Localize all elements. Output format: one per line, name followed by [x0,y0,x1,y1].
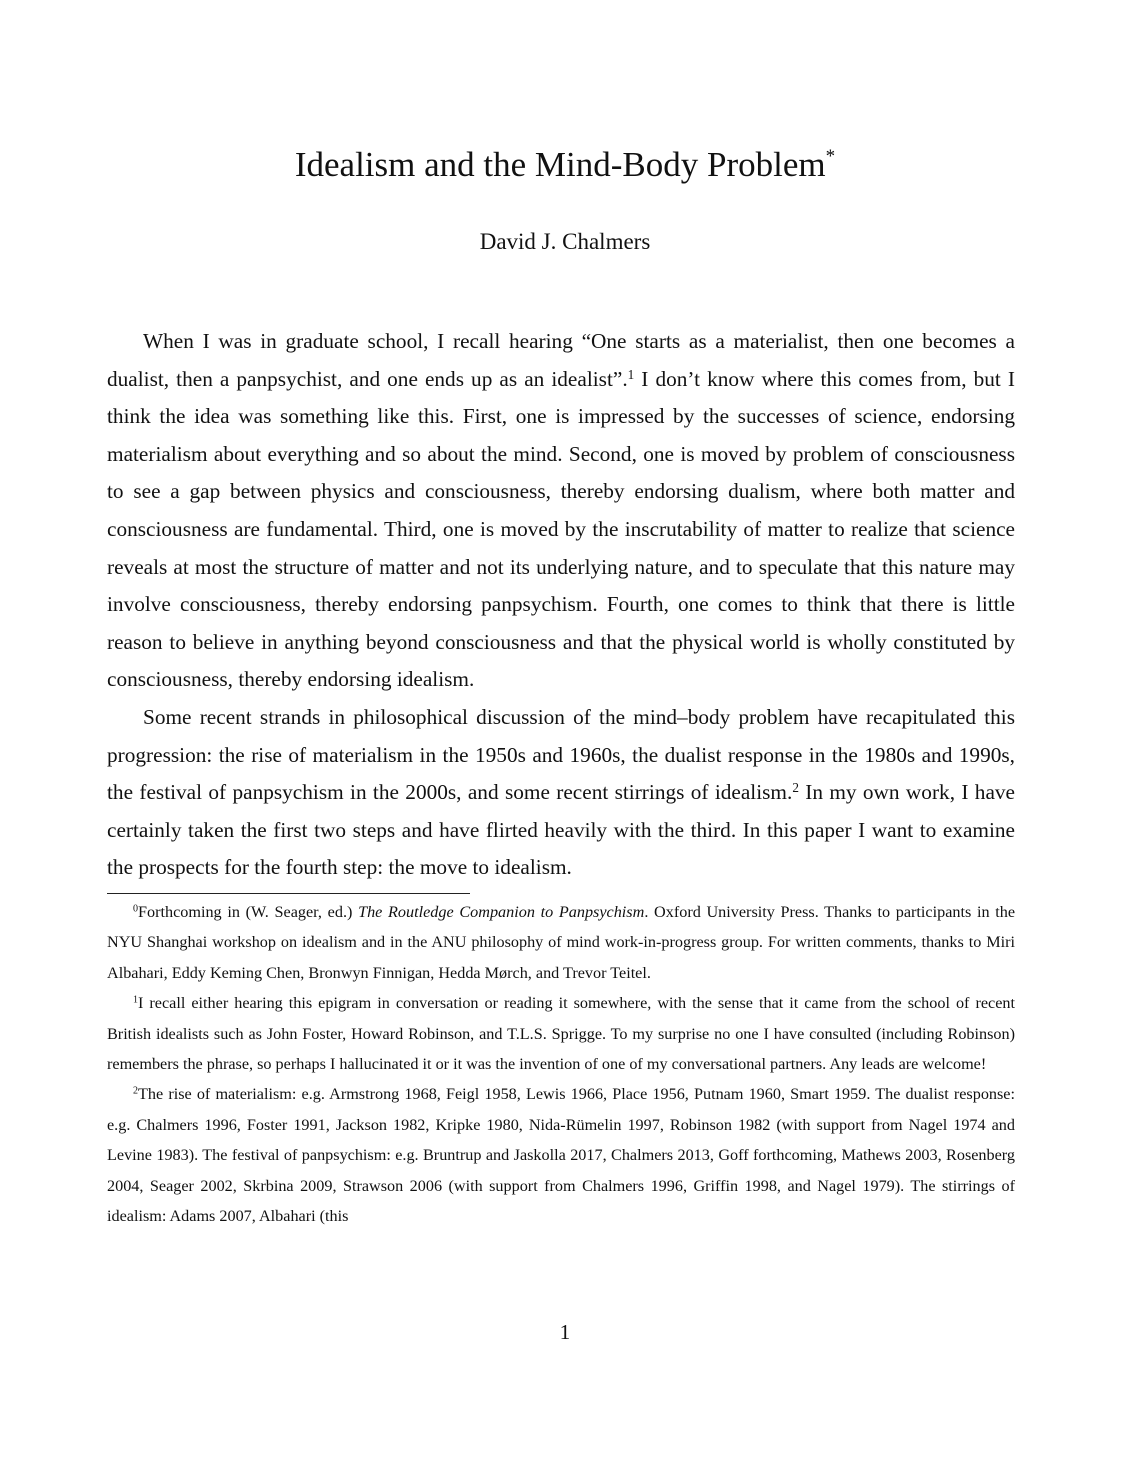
footnote-text: Forthcoming in (W. Seager, ed.) [138,903,359,921]
footnote-reference: 1 [627,366,635,382]
paper-title-text: Idealism and the Mind-Body Problem [294,145,826,184]
footnote-reference: 2 [792,779,799,795]
footnotes-section [107,897,1015,1231]
footnote-text: I recall either hearing this epigram in conversation or reading it somewhere, with the sense that it came from the school of recent British idealists such as John Foster, Howard Robinson, and T.L.S. Sprigge. To my surprise no one I have consulted (including Robinson) remembers the phrase, so perhaps I hallucinated it or it was the invention of one of my conversational partners. Any leads are welcome! [107,994,1015,1074]
body-paragraph-2 [107,699,1015,887]
footnote-number: 2 [133,1085,139,1097]
footnote-number: 1 [133,994,139,1006]
paragraph-text: In my own work, I have certainly taken the first two steps and have flirted heavily with the third. In this paper I want to examine the prospects for the fourth step: the move to idealism. [107,780,1016,880]
paper-title [0,143,1130,187]
author-name: David J. Chalmers [479,229,651,254]
footnote-1 [107,988,1015,1079]
body-paragraph-1 [107,323,1015,699]
footnote-text: . Oxford University Press. Thanks to participants in the NYU Shanghai workshop on idealism and in the ANU philosophy of mind work-in-progress group. For written comments, thanks to Miri Albahari, Eddy Keming Chen, Bronwyn Finnigan, Hedda Mørch, and Trevor Teitel. [107,903,1016,982]
footnote-2 [107,1079,1015,1231]
footnote-book-title: The Routledge Companion to Panpsychism [358,903,645,921]
paragraph-text: When I was in graduate school, I recall hearing “One starts as a materialist, then one becomes a dualist, then a panpsychist, and one ends up as an idealist”. [107,329,1015,391]
footnote-number: 0 [133,903,139,915]
main-body [107,323,1015,887]
page-number: 1 [559,1320,571,1344]
footnote-text: The rise of materialism: e.g. Armstrong 1968, Feigl 1958, Lewis 1966, Place 1956, Putnam 1960, Smart 1959. The dualist response: e.g. Chalmers 1996, Foster 1991, Jackson 1982, Kripke 1980, Nida-Rümelin 1997, Robinson 1982 (with support from Nagel 1974 and Levine 1983). The festival of panpsychism: e.g. Bruntrup and Jaskolla 2017, Chalmers 2013, Goff forthcoming, Mathews 2003, Rosenberg 2004, Seager 2002, Skrbina 2009, Strawson 2006 (with support from Chalmers 1996, Griffin 1998, and Nagel 1979). The stirrings of idealism: Adams 2007, Albahari (this [107,1085,1015,1226]
footnote-separator [107,893,470,894]
title-footnote-marker: * [825,146,836,167]
paragraph-text: I don’t know where this comes from, but I think the idea was something like this. First, one is impressed by the successes of science, endorsing materialism about everything and so about the mind. Second, one is moved by problem of consciousness to see a gap between physics and consciousness, thereby endorsing dualism, where both matter and consciousness are fundamental. Third, one is moved by the inscrutability of matter to realize that science reveals at most the structure of matter and not its underlying nature, and to speculate that this nature may involve consciousness, thereby endorsing panpsychism. Fourth, one comes to think that there is little reason to believe in anything beyond consciousness and that the physical world is wholly constituted by consciousness, thereby endorsing idealism. [107,366,1015,692]
footnote-0 [107,897,1015,988]
paragraph-text: Some recent strands in philosophical discussion of the mind–body problem have recapitulated this progression: the rise of materialism in the 1950s and 1960s, the dualist response in the 1980s and 1990s, the festival of panpsychism in the 2000s, and some recent stirrings of idealism. [107,704,1015,805]
